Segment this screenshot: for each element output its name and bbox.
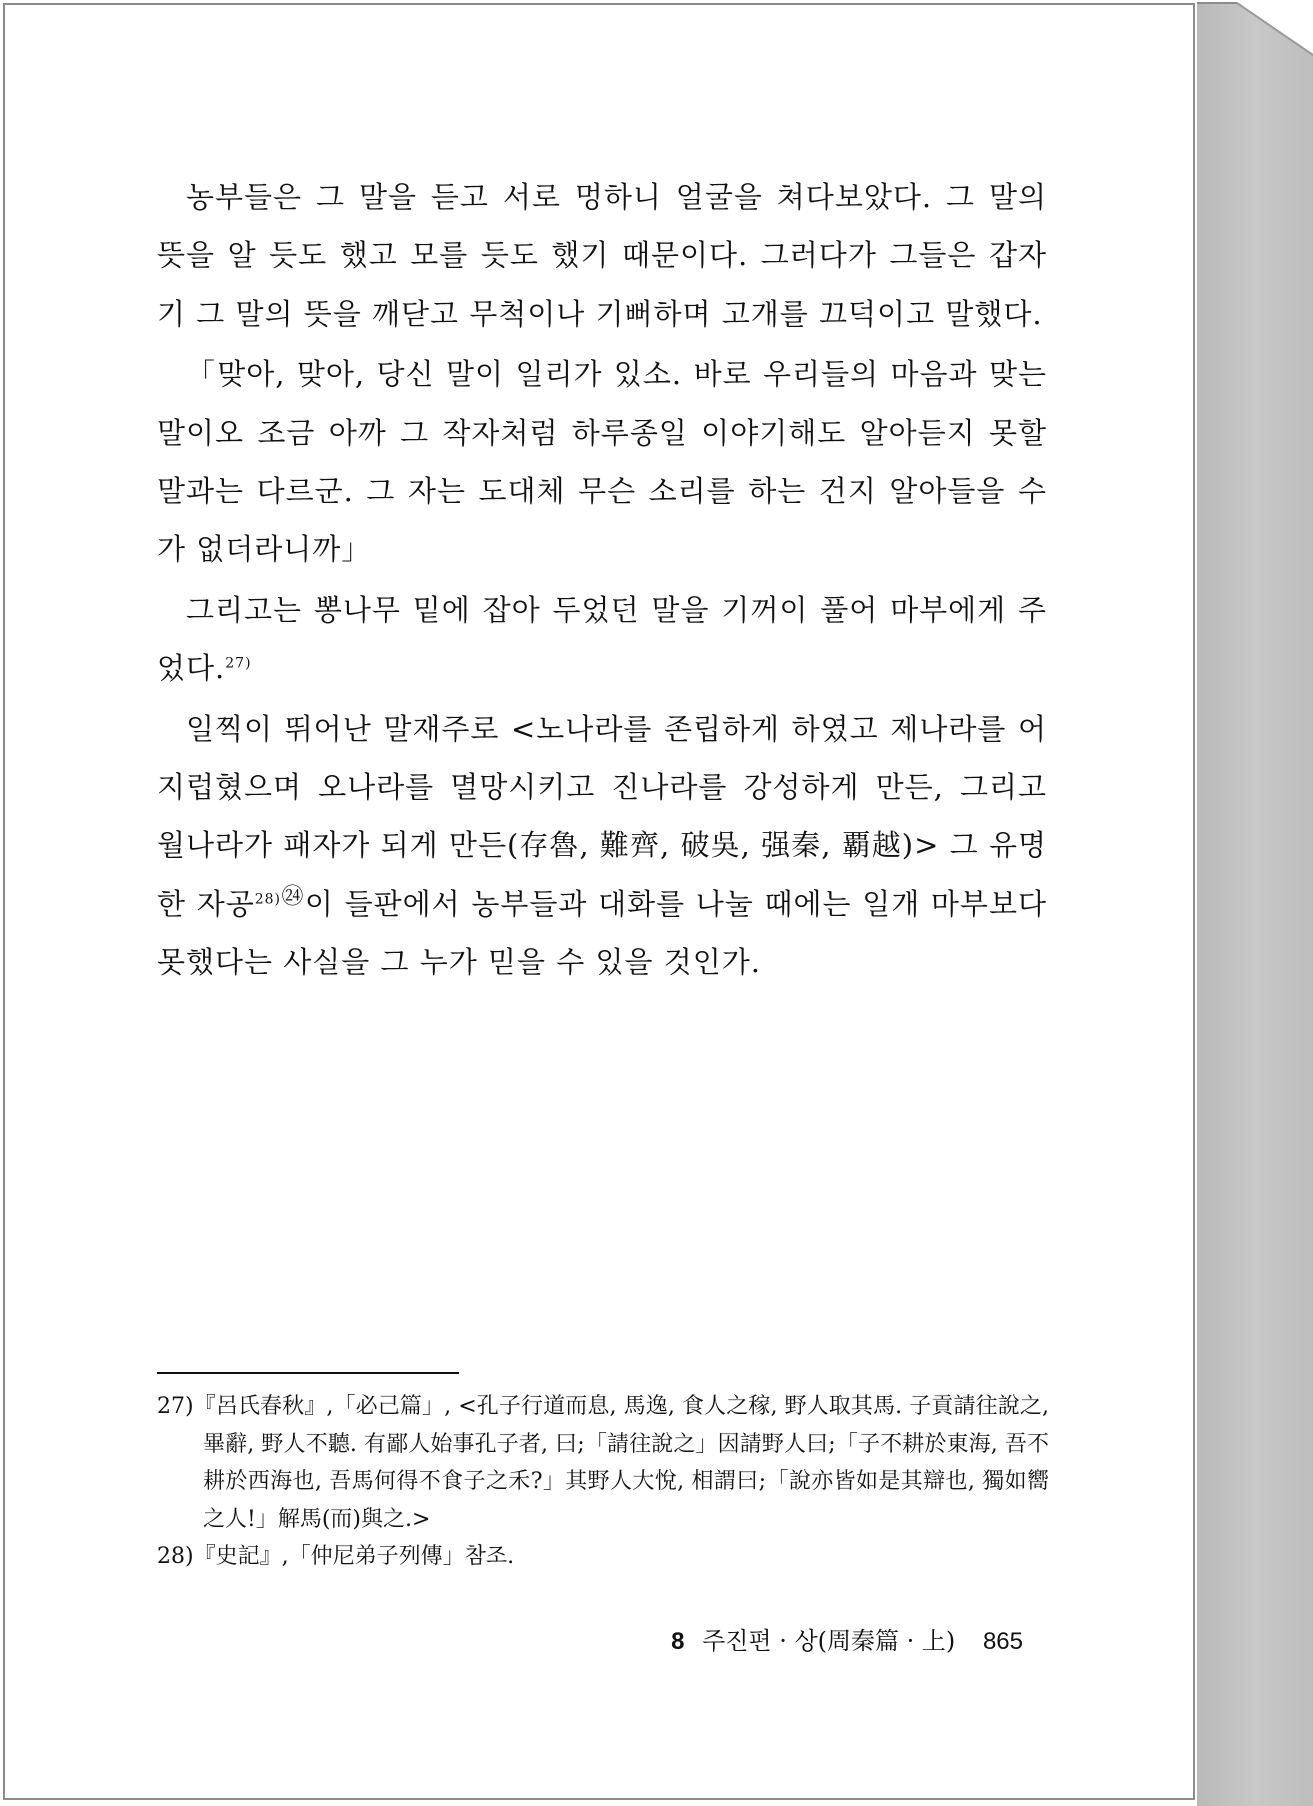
circled-ref: ㉔ bbox=[281, 884, 305, 910]
chapter-title: 주진편 · 상(周秦篇 · 上) bbox=[702, 1627, 956, 1655]
running-footer bbox=[671, 1626, 1023, 1657]
paragraph-3-text: 그리고는 뽕나무 밑에 잡아 두었던 말을 기꺼이 풀어 마부에게 주었다. bbox=[157, 592, 1047, 686]
footnote-divider bbox=[157, 1372, 459, 1374]
body-text bbox=[157, 168, 1047, 992]
paragraph-3 bbox=[157, 581, 1047, 698]
paragraph-4-text-after: 이 들판에서 농부들과 대화를 나눌 때에는 일개 마부보다 못했다는 사실을 그 누가 믿을 수 있을 것인가. bbox=[157, 886, 1047, 980]
footnote-ref-28: 28) bbox=[254, 891, 281, 908]
footnote-28: 28)『史記』,「仲尼弟子列傳」참조. bbox=[157, 1544, 515, 1569]
paragraph-2-text: 「맞아, 맞아, 당신 말이 일리가 있소. 바로 우리들의 마음과 맞는 말이오 조금 아까 그 작자처럼 하루종일 이야기해도 알아듣지 못할 말과는 다르군. 그 자는 도대체 무슨 소리를 하는 건지 알아들을 수가 없더라니까」 bbox=[157, 357, 1047, 567]
paragraph-2 bbox=[157, 345, 1047, 579]
paragraph-1 bbox=[157, 168, 1047, 343]
footnote-27: 27)『呂氏春秋』,「必己篇」, <孔子行道而息, 馬逸, 食人之稼, 野人取其馬. 子貢請往說之, 畢辭, 野人不聽. 有鄙人始事孔子者, 曰;「請往說之」因請野人曰;「子不耕於東海, 吾不耕於西海也, 吾馬何得不食子之禾?」其野人大悅, 相謂曰;「說亦皆如是其辯也, 獨如嚮之人!」解馬(而)與之.> bbox=[157, 1394, 1049, 1532]
page-edge-shading bbox=[1197, 0, 1313, 1806]
paragraph-1-text: 농부들은 그 말을 듣고 서로 멍하니 얼굴을 쳐다보았다. 그 말의 뜻을 알 듯도 했고 모를 듯도 했기 때문이다. 그러다가 그들은 갑자기 그 말의 뜻을 깨닫고 무척이나 기뻐하며 고개를 끄덕이고 말했다. bbox=[157, 180, 1047, 331]
chapter-number: 8 bbox=[671, 1628, 685, 1655]
footnote-ref-27: 27) bbox=[225, 655, 252, 672]
page-number: 865 bbox=[982, 1628, 1023, 1655]
paragraph-4-text-before: 일찍이 뛰어난 말재주로 <노나라를 존립하게 하였고 제나라를 어지럽혔으며 오나라를 멸망시키고 진나라를 강성하게 만든, 그리고 월나라가 패자가 되게 만든(存魯, 難齊, 破吳, 强秦, 覇越)> 그 유명한 자공 bbox=[157, 711, 1047, 921]
footnotes bbox=[157, 1388, 1049, 1576]
paragraph-4 bbox=[157, 700, 1047, 992]
